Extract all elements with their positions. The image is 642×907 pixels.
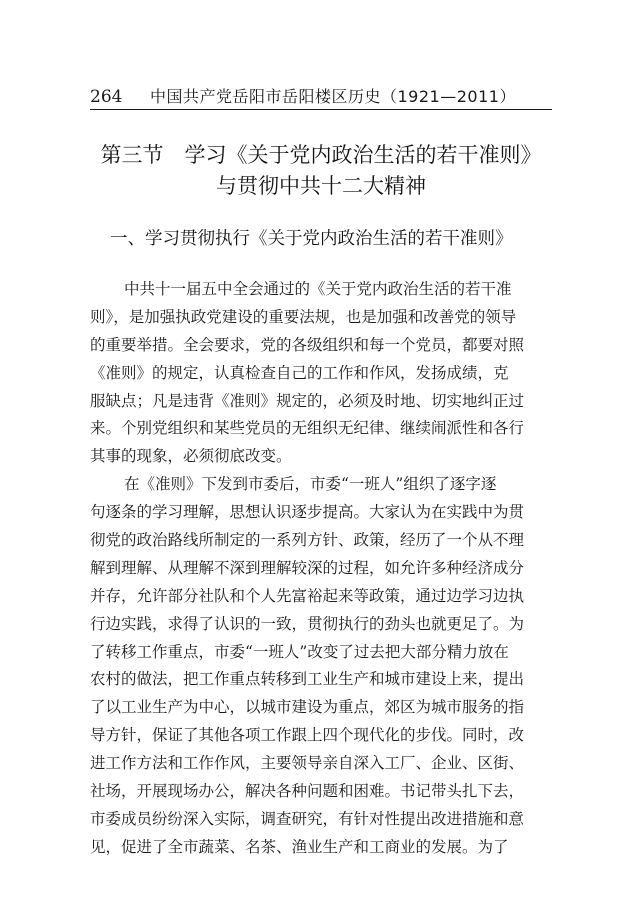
paragraph-line: 中共十一届五中全会通过的《关于党内政治生活的若干准 (124, 280, 512, 298)
subsection-title: 一、学习贯彻执行《关于党内政治生活的若干准则》 (110, 229, 513, 249)
section-title-line: 与贯彻中共十二大精神 (216, 174, 426, 198)
paragraph-line: 句逐条的学习理解，思想认识逐步提高。大家认为在实践中为贯 (90, 503, 525, 522)
paragraph-line: 其事的现象，必须彻底改变。 (90, 447, 292, 466)
paragraph-line: 进工作方法和工作作风，主要领导亲自深入工厂、企业、区街、 (90, 754, 525, 773)
paragraph-line: 行边实践，求得了认识的一致，贯彻执行的劲头也就更足了。为 (90, 614, 525, 633)
paragraph-line: 导方针，保证了其他各项工作跟上四个现代化的步伐。同时，改 (90, 726, 525, 745)
header-rule (90, 109, 552, 110)
paragraph-line: 来。个别党组织和某些党员的无组织无纪律、继续闹派性和各行 (90, 419, 525, 438)
paragraph-line: 见，促进了全市蔬菜、名茶、渔业生产和工商业的发展。为了 (90, 837, 509, 856)
paragraph-line: 并存，允许部分社队和个人先富裕起来等政策，通过边学习边执 (90, 586, 525, 605)
paragraph-line: 市委成员纷纷深入实际，调查研究，有针对性提出改进措施和意 (90, 809, 525, 828)
paragraph-line: 彻党的政治路线所制定的一系列方针、政策，经历了一个从不理 (90, 531, 525, 550)
page-number: 264 (90, 87, 123, 107)
section-title (90, 140, 552, 202)
paragraph-line: 服缺点；凡是违背《准则》规定的，必须及时地、切实地纠正过 (90, 391, 525, 410)
paragraph-line: 则》，是加强执政党建设的重要法规，也是加强和改善党的领导 (90, 307, 517, 326)
running-head (90, 84, 552, 110)
paragraph-line: 了以工业生产为中心，以城市建设为重点，郊区为城市服务的指 (90, 698, 525, 717)
paragraph-line: 了转移工作重点，市委“一班人”改变了过去把大部分精力放在 (90, 642, 509, 661)
paragraph-line: 农村的做法，把工作重点转移到工业生产和城市建设上来，提出 (90, 670, 525, 689)
section-title-line: 第三节 学习《关于党内政治生活的若干准则》 (100, 143, 542, 167)
paragraph-line: 《准则》的规定，认真检查自己的工作和作风，发扬成绩，克 (90, 363, 509, 382)
paragraph-line: 社场，开展现场办公，解决各种问题和困难。书记带头扎下去， (90, 782, 525, 801)
body-text (90, 276, 552, 862)
paragraph-line: 在《准则》下发到市委后，市委“一班人”组织了逐字逐 (124, 475, 497, 494)
paragraph-line: 解到理解、从理解不深到理解较深的过程，如允许多种经济成分 (90, 558, 525, 577)
paragraph-line: 的重要举措。全会要求，党的各级组织和每一个党员，都要对照 (90, 335, 525, 354)
running-title: 中国共产党岳阳市岳阳楼区历史（1921—2011） (150, 87, 516, 106)
